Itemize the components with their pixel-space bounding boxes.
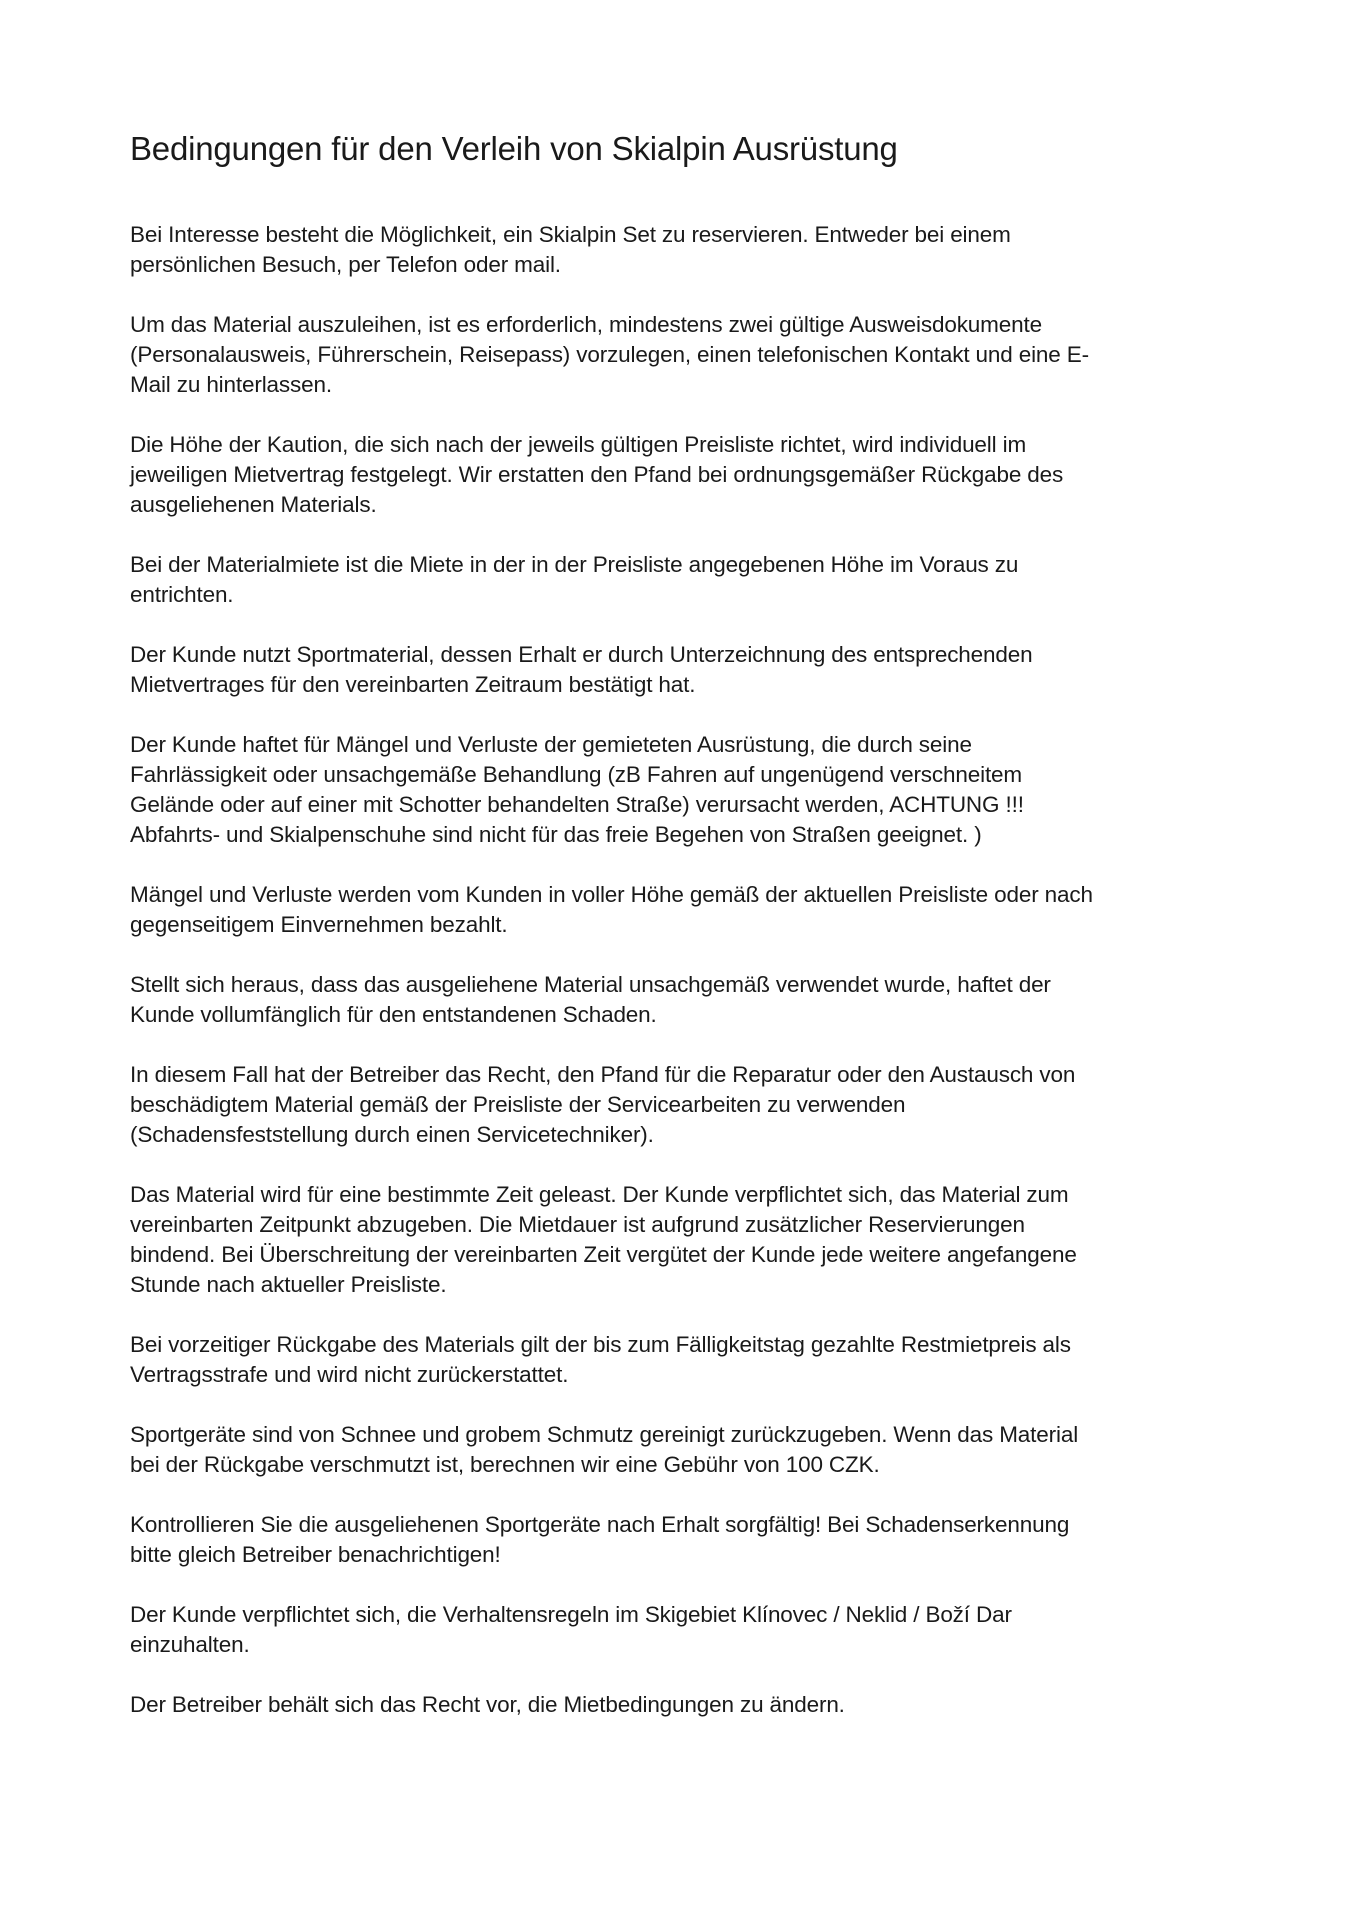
- paragraph-line: Bei Interesse besteht die Möglichkeit, ein Skialpin Set zu reservieren. Entweder bei einem: [130, 222, 1011, 247]
- paragraph: [130, 220, 1270, 280]
- paragraph-line: bitte gleich Betreiber benachrichtigen!: [130, 1542, 501, 1567]
- paragraph-line: Mietvertrages für den vereinbarten Zeitraum bestätigt hat.: [130, 672, 696, 697]
- paragraph-line: Sportgeräte sind von Schnee und grobem Schmutz gereinigt zurückzugeben. Wenn das Material: [130, 1422, 1079, 1447]
- document-body: [130, 220, 1270, 1720]
- paragraph-line: entrichten.: [130, 582, 234, 607]
- paragraph-line: (Personalausweis, Führerschein, Reisepass) vorzulegen, einen telefonischen Kontakt und eine E-: [130, 342, 1089, 367]
- paragraph: [130, 1690, 1270, 1720]
- paragraph-line: Mängel und Verluste werden vom Kunden in voller Höhe gemäß der aktuellen Preisliste oder nach: [130, 882, 1093, 907]
- paragraph-line: Stellt sich heraus, dass das ausgeliehene Material unsachgemäß verwendet wurde, haftet der: [130, 972, 1051, 997]
- paragraph-line: Gelände oder auf einer mit Schotter behandelten Straße) verursacht werden, ACHTUNG !!!: [130, 792, 1024, 817]
- paragraph: [130, 1330, 1270, 1390]
- paragraph: [130, 1600, 1270, 1660]
- paragraph: [130, 970, 1270, 1030]
- paragraph: [130, 1420, 1270, 1480]
- paragraph-line: Fahrlässigkeit oder unsachgemäße Behandlung (zB Fahren auf ungenügend verschneitem: [130, 762, 1023, 787]
- paragraph: [130, 1180, 1270, 1300]
- paragraph-line: Vertragsstrafe und wird nicht zurückerstattet.: [130, 1362, 569, 1387]
- paragraph-line: Bei vorzeitiger Rückgabe des Materials gilt der bis zum Fälligkeitstag gezahlte Restmietpreis als: [130, 1332, 1071, 1357]
- paragraph-line: Mail zu hinterlassen.: [130, 372, 332, 397]
- paragraph: [130, 1060, 1270, 1150]
- paragraph-line: beschädigtem Material gemäß der Preisliste der Servicearbeiten zu verwenden: [130, 1092, 906, 1117]
- paragraph-line: Die Höhe der Kaution, die sich nach der jeweils gültigen Preisliste richtet, wird individuell im: [130, 432, 1027, 457]
- paragraph-line: Um das Material auszuleihen, ist es erforderlich, mindestens zwei gültige Ausweisdokumente: [130, 312, 1042, 337]
- paragraph-line: Das Material wird für eine bestimmte Zeit geleast. Der Kunde verpflichtet sich, das Material zum: [130, 1182, 1069, 1207]
- paragraph-line: Stunde nach aktueller Preisliste.: [130, 1272, 447, 1297]
- paragraph: [130, 640, 1270, 700]
- paragraph: [130, 730, 1270, 850]
- paragraph-line: jeweiligen Mietvertrag festgelegt. Wir erstatten den Pfand bei ordnungsgemäßer Rückgabe des: [130, 462, 1064, 487]
- document-page: [130, 124, 1270, 1750]
- paragraph-line: Bei der Materialmiete ist die Miete in der in der Preisliste angegebenen Höhe im Voraus zu: [130, 552, 1019, 577]
- document-title: Bedingungen für den Verleih von Skialpin Ausrüstung: [130, 130, 898, 167]
- paragraph-line: vereinbarten Zeitpunkt abzugeben. Die Mietdauer ist aufgrund zusätzlicher Reservierungen: [130, 1212, 1025, 1237]
- paragraph-line: Kontrollieren Sie die ausgeliehenen Sportgeräte nach Erhalt sorgfältig! Bei Schadenserkennung: [130, 1512, 1070, 1537]
- paragraph-line: Der Kunde verpflichtet sich, die Verhaltensregeln im Skigebiet Klínovec / Neklid / Boží Dar: [130, 1602, 1012, 1627]
- paragraph-line: Der Kunde nutzt Sportmaterial, dessen Erhalt er durch Unterzeichnung des entsprechenden: [130, 642, 1033, 667]
- paragraph: [130, 550, 1270, 610]
- paragraph: [130, 880, 1270, 940]
- paragraph-line: In diesem Fall hat der Betreiber das Recht, den Pfand für die Reparatur oder den Austausch von: [130, 1062, 1076, 1087]
- paragraph-line: bei der Rückgabe verschmutzt ist, berechnen wir eine Gebühr von 100 CZK.: [130, 1452, 880, 1477]
- paragraph: [130, 1510, 1270, 1570]
- paragraph-line: gegenseitigem Einvernehmen bezahlt.: [130, 912, 508, 937]
- paragraph-line: Der Kunde haftet für Mängel und Verluste der gemieteten Ausrüstung, die durch seine: [130, 732, 972, 757]
- paragraph-line: persönlichen Besuch, per Telefon oder mail.: [130, 252, 561, 277]
- paragraph-line: Kunde vollumfänglich für den entstandenen Schaden.: [130, 1002, 657, 1027]
- paragraph: [130, 310, 1270, 400]
- paragraph-line: bindend. Bei Überschreitung der vereinbarten Zeit vergütet der Kunde jede weitere angefangene: [130, 1242, 1077, 1267]
- paragraph-line: Der Betreiber behält sich das Recht vor, die Mietbedingungen zu ändern.: [130, 1692, 845, 1717]
- paragraph-line: (Schadensfeststellung durch einen Servicetechniker).: [130, 1122, 654, 1147]
- paragraph-line: Abfahrts- und Skialpenschuhe sind nicht für das freie Begehen von Straßen geeignet. ): [130, 822, 982, 847]
- paragraph-line: ausgeliehenen Materials.: [130, 492, 377, 517]
- paragraph: [130, 430, 1270, 520]
- paragraph-line: einzuhalten.: [130, 1632, 250, 1657]
